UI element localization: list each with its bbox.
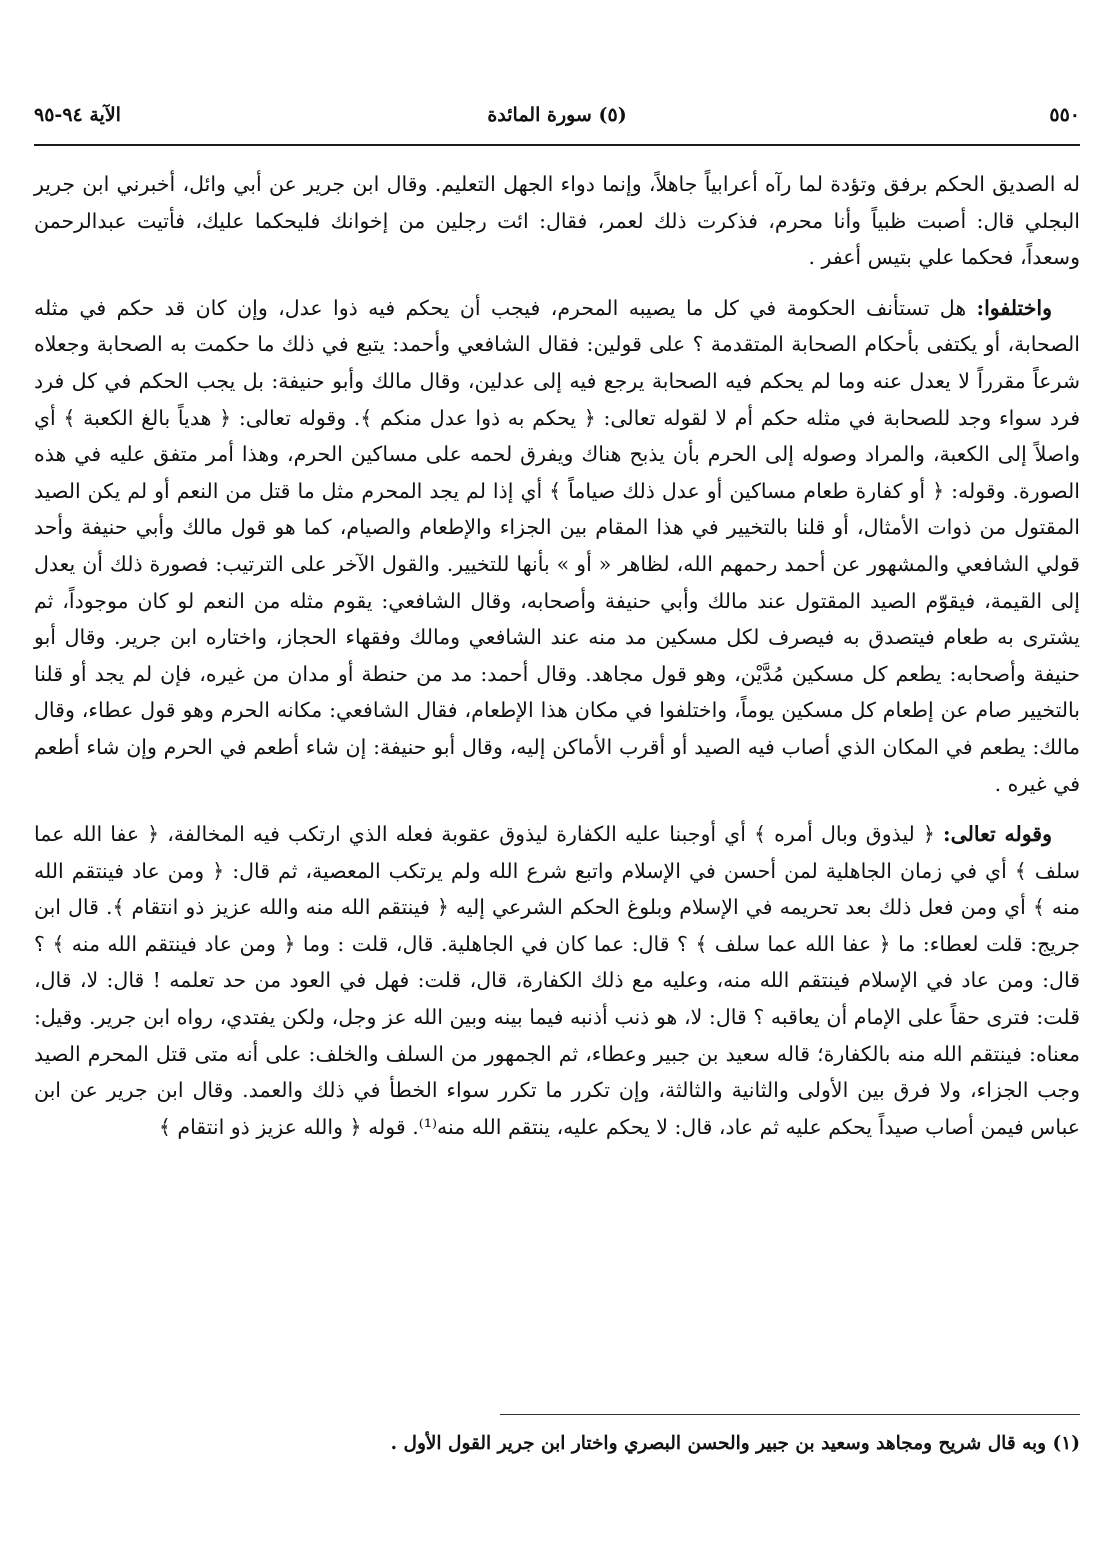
sura-title: (٥) سورة المائدة [487, 104, 627, 126]
paragraph-lead: وقوله تعالى: [943, 822, 1053, 847]
page-header [34, 104, 1080, 136]
paragraph-text: له الصديق الحكم برفق وتؤدة لما رآه أعرابياً جاهلاً، وإنما دواء الجهل التعليم. وقال ابن جرير عن أبي وائل، أخبرني ابن جرير البجلي قال: أصبت ظبياً وأنا محرم، فذكرت ذلك لعمر، فقال: ائت رجلين من إخوانك فليحكما عليك، فأتيت عبدالرحمن وسعداً، فحكما علي بتيس أعفر . [34, 172, 1080, 270]
ayah-range: الآية ٩٤-٩٥ [34, 104, 121, 126]
paragraph-lead: واختلفوا: [976, 295, 1052, 320]
footnote-divider [500, 1414, 1080, 1415]
paragraph-tail: . قوله ﴿ والله عزيز ذو انتقام ﴾ [158, 1114, 419, 1139]
paragraph-text: ﴿ ليذوق وبال أمره ﴾ أي أوجبنا عليه الكفارة ليذوق عقوبة فعله الذي ارتكب فيه المخالفة، ﴿ عفا الله عما سلف ﴾ أي في زمان الجاهلية لمن أحسن في الإسلام واتبع شرع الله ولم يرتكب المعصية، ثم قال: ﴿ ومن عاد فينتقم الله منه ﴾ أي ومن فعل ذلك بعد تحريمه في الإسلام وبلوغ الحكم الشرعي إليه ﴿ فينتقم الله منه والله عزيز ذو انتقام ﴾. قال ابن جريج: قلت لعطاء: ما ﴿ عفا الله عما سلف ﴾ ؟ قال: عما كان في الجاهلية. قال، قلت : وما ﴿ ومن عاد فينتقم الله منه ﴾ ؟ قال: ومن عاد في الإسلام فينتقم الله منه، وعليه مع ذلك الكفارة، قال، قلت: فهل في العود من حد تعلمه ! قال: لا، قال، قلت: فترى حقاً على الإمام أن يعاقبه ؟ قال: لا، هو ذنب أذنبه فيما بينه وبين الله عز وجل، ولكن يفتدي، رواه ابن جرير. وقيل: معناه: فينتقم الله منه بالكفارة؛ قاله سعيد بن جبير وعطاء، ثم الجمهور من السلف والخلف: على أنه متى قتل المحرم الصيد وجب الجزاء، ولا فرق بين الأولى والثانية والثالثة، وإن تكرر ما تكرر سواء الخطأ في ذلك والعمد. وقال ابن جرير عن ابن عباس فيمن أصاب صيداً يحكم عليه ثم عاد، قال: لا يحكم عليه، ينتقم الله منه [34, 822, 1080, 1139]
footnote-reference[interactable]: ⁽¹⁾ [418, 1114, 438, 1139]
main-text [34, 166, 1080, 1145]
paragraph-3 [34, 816, 1080, 1145]
footnote: (١) وبه قال شريح ومجاهد وسعيد بن جبير والحسن البصري واختار ابن جرير القول الأول . [390, 1433, 1080, 1454]
paragraph-text: هل تستأنف الحكومة في كل ما يصيبه المحرم، فيجب أن يحكم فيه ذوا عدل، وإن كان قد حكم في مثله الصحابة، أو يكتفى بأحكام الصحابة المتقدمة ؟ على قولين: فقال الشافعي وأحمد: يتبع في ذلك ما حكمت به الصحابة وجعلاه شرعاً مقرراً لا يعدل عنه وما لم يحكم فيه الصحابة يرجع فيه إلى عدلين، وقال مالك وأبو حنيفة: بل يجب الحكم في كل فرد فرد سواء وجد للصحابة في مثله حكم أم لا لقوله تعالى: ﴿ يحكم به ذوا عدل منكم ﴾. وقوله تعالى: ﴿ هدياً بالغ الكعبة ﴾ أي واصلاً إلى الكعبة، والمراد وصوله إلى الحرم بأن يذبح هناك ويفرق لحمه على مساكين الحرم، وهذا أمر متفق عليه في هذه الصورة. وقوله: ﴿ أو كفارة طعام مساكين أو عدل ذلك صياماً ﴾ أي إذا لم يجد المحرم مثل ما قتل من النعم أو لم يكن الصيد المقتول من ذوات الأمثال، أو قلنا بالتخيير في هذا المقام بين الجزاء والإطعام والصيام، كما هو قول مالك وأبي حنيفة وأحد قولي الشافعي والمشهور عن أحمد رحمهم الله، لظاهر « أو » بأنها للتخيير. والقول الآخر على الترتيب: فصورة ذلك أن يعدل إلى القيمة، فيقوّم الصيد المقتول عند مالك وأبي حنيفة وأصحابه، وقال الشافعي: يقوم مثله من النعم لو كان موجوداً، ثم يشترى به طعام فيتصدق به فيصرف لكل مسكين مد منه عند الشافعي ومالك وفقهاء الحجاز، واختاره ابن جرير. وقال أبو حنيفة وأصحابه: يطعم كل مسكين مُدَّيْن، وهو قول مجاهد. وقال أحمد: مد من حنطة أو مدان من غيره، فإن لم يجد أو قلنا بالتخيير صام عن إطعام كل مسكين يوماً، واختلفوا في مكان هذا الإطعام، فقال الشافعي: مكانه الحرم وهو قول عطاء، وقال مالك: يطعم في المكان الذي أصاب فيه الصيد أو أقرب الأماكن إليه، وقال أبو حنيفة: إن شاء أطعم في الحرم وإن شاء أطعم في غيره . [34, 295, 1080, 796]
paragraph-2 [34, 290, 1080, 802]
paragraph-1 [34, 166, 1080, 276]
page-number: ٥٥٠ [1049, 104, 1080, 126]
header-divider [34, 144, 1080, 146]
